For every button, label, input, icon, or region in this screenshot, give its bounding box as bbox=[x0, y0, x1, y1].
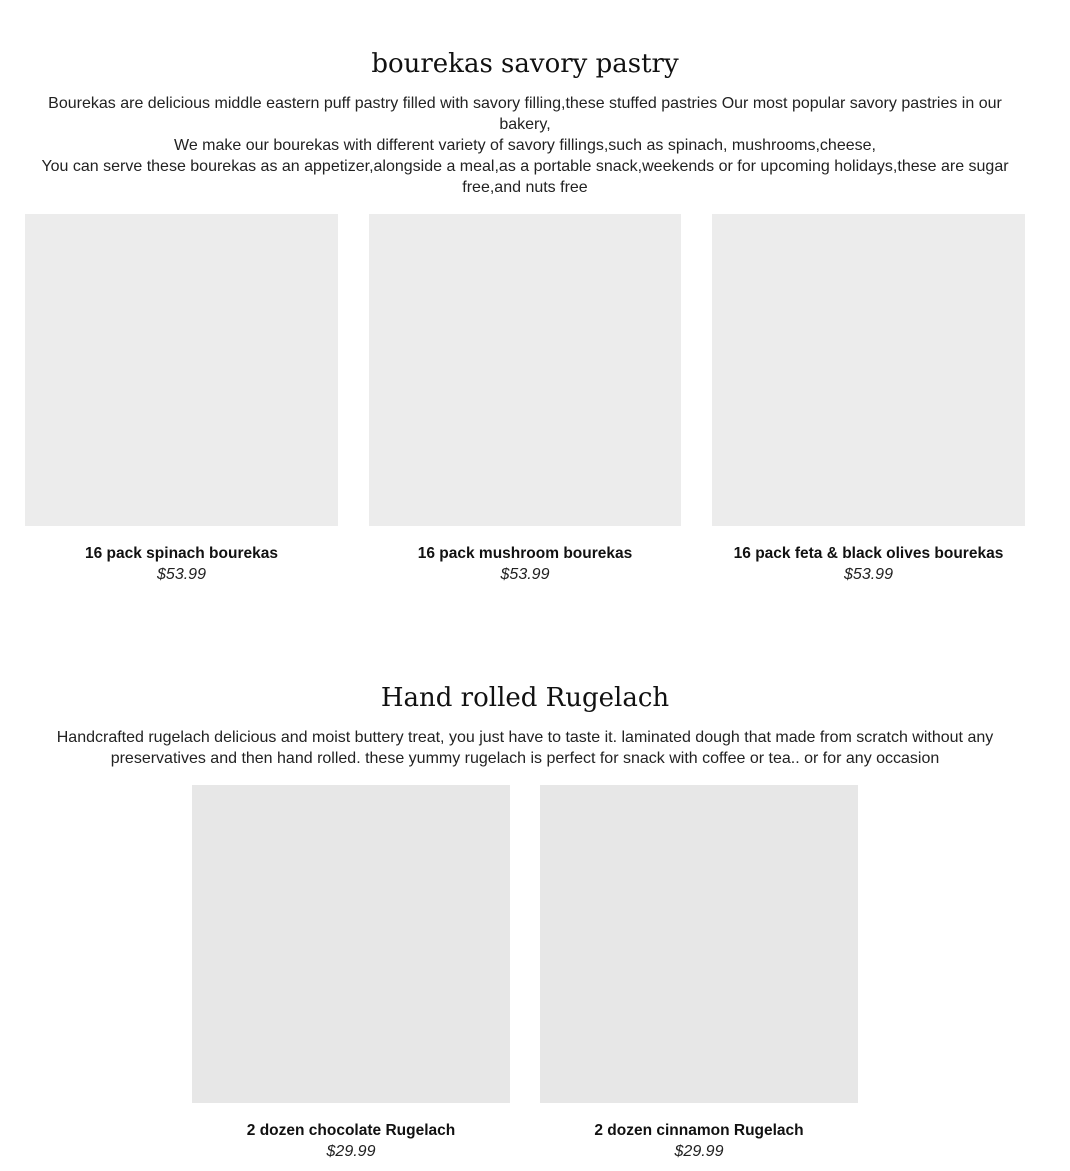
section-description bbox=[25, 727, 1025, 769]
product-price: $53.99 bbox=[500, 566, 550, 583]
product-card-chocolate-rugelach[interactable] bbox=[192, 785, 510, 1162]
product-name[interactable]: 16 pack feta & black olives bourekas bbox=[733, 545, 1004, 562]
product-name[interactable]: 2 dozen chocolate Rugelach bbox=[246, 1122, 456, 1139]
section-title: Hand rolled Rugelach bbox=[380, 683, 670, 713]
product-card-spinach-bourekas[interactable] bbox=[25, 214, 338, 585]
product-image-placeholder[interactable] bbox=[540, 785, 858, 1103]
product-card-cinnamon-rugelach[interactable] bbox=[540, 785, 858, 1162]
product-price: $53.99 bbox=[844, 566, 893, 583]
product-price: $29.99 bbox=[674, 1143, 724, 1160]
product-name[interactable]: 16 pack mushroom bourekas bbox=[417, 545, 633, 562]
description-line: You can serve these bourekas as an appetizer,alongside a meal,as a portable snack,weekends or for upcoming holidays,these are sugar free,and nuts free bbox=[41, 158, 1009, 196]
description-line: Bourekas are delicious middle eastern puff pastry filled with savory filling,these stuffed pastries Our most popular savory pastries in our bakery, bbox=[48, 95, 1002, 133]
section-title: bourekas savory pastry bbox=[371, 49, 679, 79]
product-card-feta-olives-bourekas[interactable] bbox=[712, 214, 1025, 585]
description-line: Handcrafted rugelach delicious and moist buttery treat, you just have to taste it. laminated dough that made from scratch without any preservatives and then hand rolled. these yummy rugelach is perfect for snack with coffee or tea.. or for any occasion bbox=[56, 729, 994, 767]
product-image-placeholder[interactable] bbox=[25, 214, 338, 526]
product-price: $53.99 bbox=[157, 566, 206, 583]
product-image-placeholder[interactable] bbox=[369, 214, 681, 526]
section-description bbox=[25, 93, 1025, 198]
rugelach-section bbox=[0, 678, 1050, 1160]
product-price: $29.99 bbox=[326, 1143, 376, 1160]
product-image-placeholder[interactable] bbox=[712, 214, 1025, 526]
product-name[interactable]: 2 dozen cinnamon Rugelach bbox=[594, 1122, 804, 1139]
product-card-mushroom-bourekas[interactable] bbox=[369, 214, 681, 585]
product-name[interactable]: 16 pack spinach bourekas bbox=[85, 545, 278, 562]
bourekas-section bbox=[0, 44, 1050, 583]
product-image-placeholder[interactable] bbox=[192, 785, 510, 1103]
description-line: We make our bourekas with different variety of savory fillings,such as spinach, mushrooms,cheese, bbox=[174, 137, 876, 154]
